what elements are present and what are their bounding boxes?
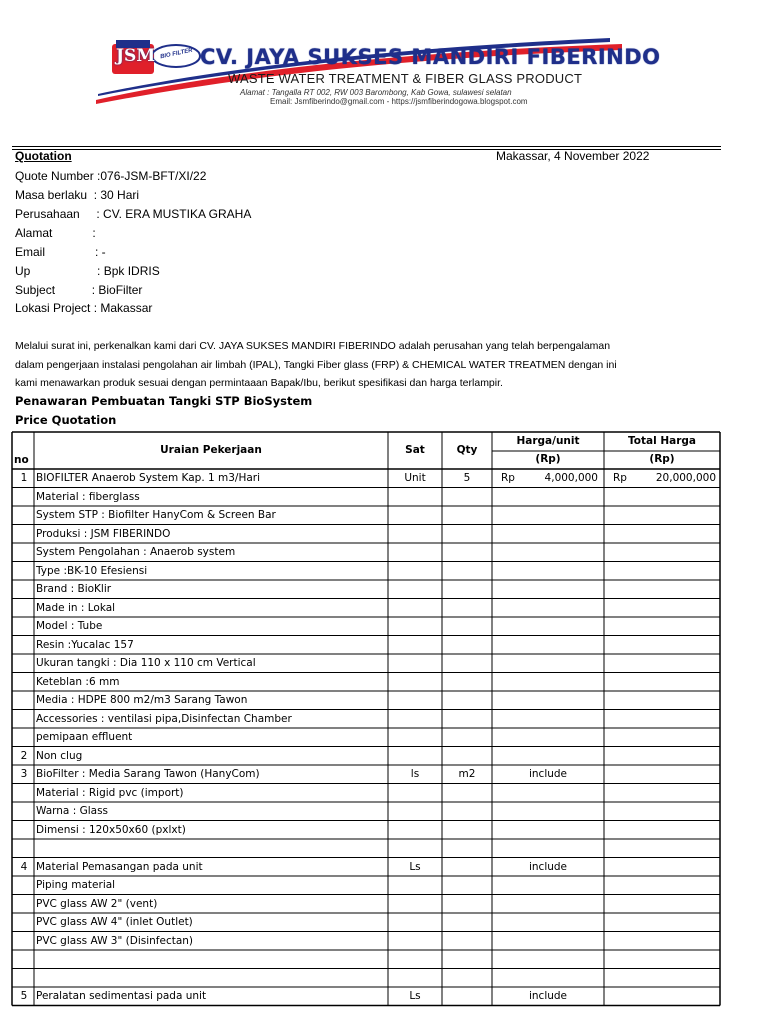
intro-line-1: Melalui surat ini, perkenalkan kami dari CV. JAYA SUKSES MANDIRI FIBERINDO adalah perusahan yang telah berpengalaman — [15, 340, 611, 352]
validity: Masa berlaku : 30 Hari — [15, 188, 140, 202]
row-17-no: 3 — [20, 768, 28, 780]
address-field: Alamat : — [15, 226, 96, 240]
row-14-desc: Accessories : ventilasi pipa,Disinfectan Chamber — [36, 712, 292, 725]
row-20-desc: Dimensi : 120x50x60 (pxlxt) — [36, 823, 186, 836]
row-4-desc: Produksi : JSM FIBERINDO — [36, 527, 171, 540]
col-header-desc: Uraian Pekerjaan — [160, 444, 262, 456]
row-23-desc: Piping material — [36, 879, 116, 891]
company-field: Perusahaan : CV. ERA MUSTIKA GRAHA — [15, 207, 252, 221]
row-13-desc: Media : HDPE 800 m2/m3 Sarang Tawon — [36, 694, 248, 706]
row-5-desc: System Pengolahan : Anaerob system — [36, 546, 236, 558]
row-1-price: 4,000,000 — [544, 472, 598, 484]
row-7-desc: Brand : BioKlir — [36, 583, 112, 595]
row-2-desc: Material : fiberglass — [36, 490, 140, 503]
logo-text: JSM — [116, 46, 156, 66]
row-11-desc: Ukuran tangki : Dia 110 x 110 cm Vertical — [36, 657, 256, 669]
row-9-desc: Model : Tube — [36, 620, 103, 632]
row-25-desc: PVC glass AW 4" (inlet Outlet) — [36, 916, 193, 928]
company-address: Alamat : Tangalla RT 002, RW 003 Barombong, Kab Gowa, sulawesi selatan — [240, 88, 512, 97]
row-17-price: include — [528, 768, 568, 780]
attention-field: Up : Bpk IDRIS — [15, 264, 160, 278]
row-18-desc: Material : Rigid pvc (import) — [36, 786, 184, 799]
quote-number: Quote Number :076-JSM-BFT/XI/22 — [15, 169, 207, 183]
company-contact: Email: Jsmfiberindo@gmail.com - https://jsmfiberindogowa.blogspot.com — [270, 97, 528, 106]
document-date: Makassar, 4 November 2022 — [496, 149, 650, 163]
document-title: Quotation — [15, 149, 72, 163]
col-header-total: Total Harga — [628, 435, 696, 447]
row-24-desc: PVC glass AW 2" (vent) — [36, 897, 158, 910]
col-header-qty: Qty — [456, 444, 478, 456]
row-22-desc: Material Pemasangan pada unit — [36, 860, 203, 873]
row-29-sat: Ls — [409, 990, 421, 1002]
col-header-price-unit: (Rp) — [535, 453, 561, 465]
row-15-desc: pemipaan effluent — [36, 731, 133, 743]
row-22-price: include — [528, 860, 568, 873]
col-header-total-unit: (Rp) — [649, 453, 675, 465]
row-29-desc: Peralatan sedimentasi pada unit — [36, 990, 207, 1002]
project-location-field: Lokasi Project : Makassar — [15, 301, 153, 315]
row-19-desc: Warna : Glass — [36, 805, 109, 817]
col-header-no: no — [14, 454, 29, 466]
row-29-price: include — [528, 990, 568, 1002]
section-title: Penawaran Pembuatan Tangki STP BioSystem — [15, 394, 313, 408]
row-12-desc: Keteblan :6 mm — [36, 675, 120, 688]
email-field: Email : - — [15, 245, 106, 259]
subject-field: Subject : BioFilter — [15, 283, 143, 297]
row-17-desc: BioFilter : Media Sarang Tawon (HanyCom) — [36, 768, 260, 780]
intro-line-3: kami menawarkan produk sesuai dengan permintaaan Bapak/Ibu, berikut spesifikasi dan harga terlampir. — [15, 377, 503, 389]
row-1-sat: Unit — [404, 472, 426, 484]
row-1-no: 1 — [20, 472, 28, 484]
row-1-qty: 5 — [463, 472, 471, 484]
company-tagline: WASTE WATER TREATMENT & FIBER GLASS PRODUCT — [228, 71, 583, 86]
row-17-sat: ls — [410, 768, 420, 780]
row-17-qty: m2 — [458, 768, 476, 780]
row-22-no: 4 — [20, 860, 28, 873]
intro-line-2: dalam pengerjaan instalasi pengolahan air limbah (IPAL), Tangki Fiber glass (FRP) & CHEMICAL WATER TREATMEN dengan ini — [15, 359, 617, 371]
row-22-sat: Ls — [409, 860, 421, 873]
row-1-desc: BIOFILTER Anaerob System Kap. 1 m3/Hari — [36, 472, 261, 484]
row-6-desc: Type :BK-10 Efesiensi — [36, 564, 148, 577]
row-1-total: 20,000,000 — [655, 472, 716, 484]
row-26-desc: PVC glass AW 3" (Disinfectan) — [36, 934, 194, 947]
row-8-desc: Made in : Lokal — [36, 601, 116, 614]
row-29-no: 5 — [20, 990, 28, 1002]
col-header-sat: Sat — [405, 444, 425, 456]
col-header-price: Harga/unit — [516, 435, 580, 447]
row-3-desc: System STP : Biofilter HanyCom & Screen Bar — [36, 509, 276, 521]
row-16-desc: Non clug — [36, 749, 83, 762]
company-name: CV. JAYA SUKSES MANDIRI FIBERINDO — [200, 45, 661, 69]
row-16-no: 2 — [20, 749, 28, 762]
section-subtitle: Price Quotation — [15, 413, 117, 427]
row-10-desc: Resin :Yucalac 157 — [36, 638, 134, 651]
row-1-rp1: Rp — [501, 472, 515, 484]
row-1-rp2: Rp — [613, 472, 627, 484]
logo-badge: BIO FILTER — [159, 47, 194, 61]
